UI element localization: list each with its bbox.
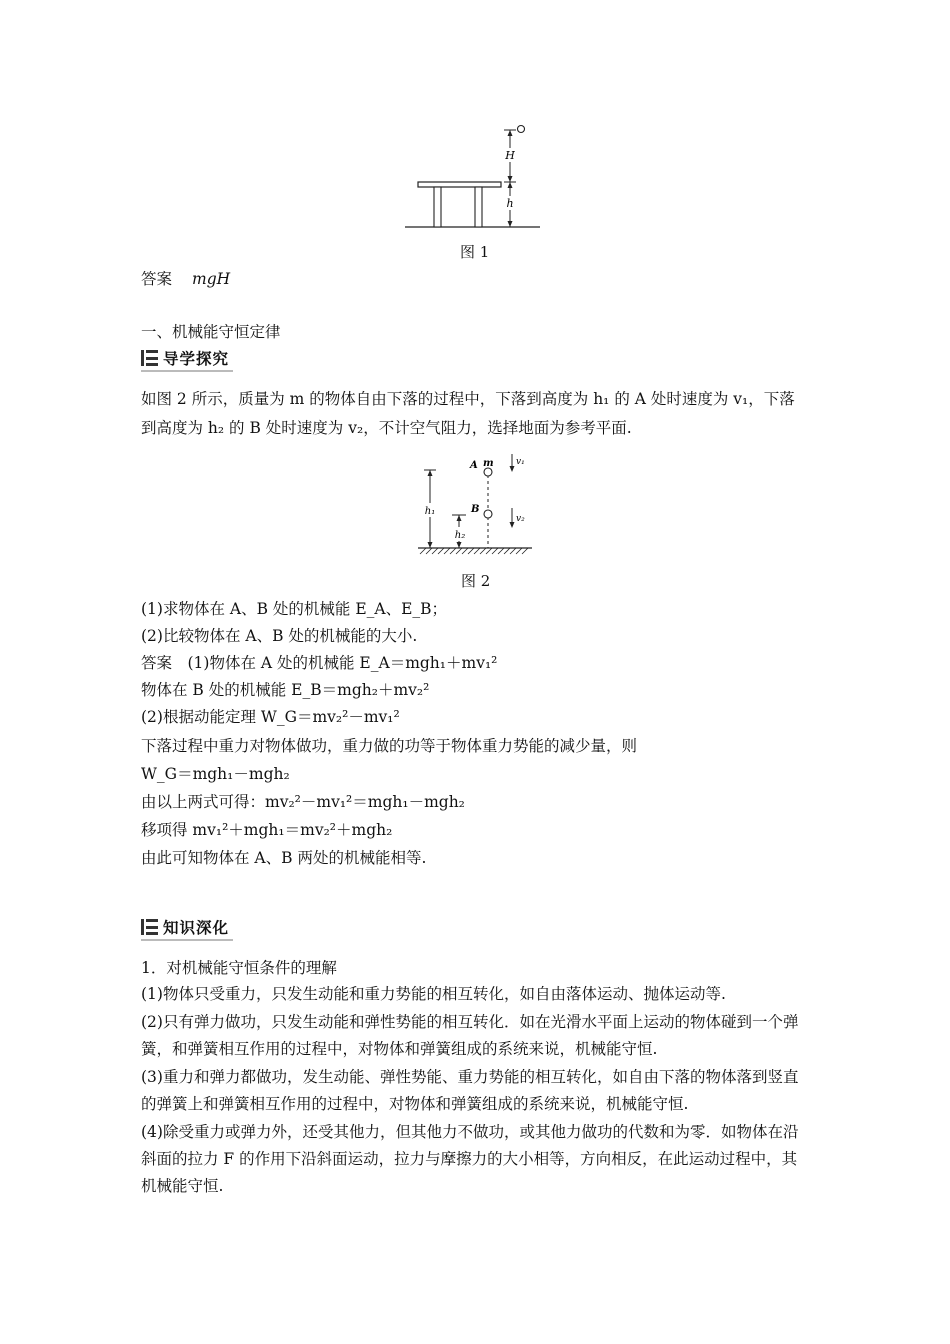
knowledge-paragraph-3: (3)重力和弹力都做功，发生动能、弹性势能、重力势能的相互转化，如自由下落的物体落到竖直的弹簧上和弹簧相互作用的过程中，对物体和弹簧组成的系统来说，机械能守恒.	[141, 1068, 799, 1113]
solution-line-7: 移项得 mv₁²＋mgh₁＝mv₂²＋mgh₂	[141, 821, 393, 839]
solution-line-4: 下落过程中重力对物体做功，重力做的功等于物体重力势能的减少量，则	[141, 737, 638, 755]
figure-2-label-v1: v₁	[516, 457, 525, 467]
knowledge-heading-text: 知识深化	[163, 919, 230, 937]
knowledge-item-title: 1．对机械能守恒条件的理解	[141, 959, 337, 977]
knowledge-heading	[141, 916, 229, 938]
solution-line-8: 由此可知物体在 A、B 两处的机械能相等.	[141, 849, 427, 867]
heading-underline	[141, 939, 233, 941]
heading-underline	[141, 370, 233, 372]
section-icon	[141, 350, 158, 366]
intro-line-2: 到高度为 h₂ 的 B 处时速度为 v₂，不计空气阻力，选择地面为参考平面.	[141, 419, 632, 437]
knowledge-paragraph-2: (2)只有弹力做功，只发生动能和弹性势能的相互转化．如在光滑水平面上运动的物体碰到一个弹簧，和弹簧相互作用的过程中，对物体和弹簧组成的系统来说，机械能守恒.	[141, 1013, 799, 1058]
solution-line-3: (2)根据动能定理 W_G＝mv₂²－mv₁²	[141, 708, 400, 726]
solution-line-2: 物体在 B 处的机械能 E_B＝mgh₂＋mv₂²	[141, 681, 430, 699]
figure-2-label-B: B	[471, 504, 480, 515]
figure-2-label-h1: h₁	[424, 506, 436, 517]
answer-1-value: mgH	[192, 270, 231, 288]
solution-line-1: 答案 (1)物体在 A 处的机械能 E_A＝mgh₁＋mv₁²	[141, 654, 498, 672]
section-icon	[141, 919, 158, 935]
figure-2-label-v2: v₂	[516, 514, 525, 524]
guide-heading	[141, 347, 229, 369]
figure-2-label-h2: h₂	[454, 530, 466, 541]
answer-1-label: 答案	[141, 270, 173, 288]
knowledge-paragraph-4: (4)除受重力或弹力外，还受其他力，但其他力不做功，或其他力做功的代数和为零．如物体在沿斜面的拉力 F 的作用下沿斜面运动，拉力与摩擦力的大小相等，方向相反，在此运动过程中，其机械能守恒.	[141, 1123, 799, 1195]
figure-1-label-H: H	[505, 149, 515, 162]
answer-1	[141, 269, 230, 289]
figure-1-label-h: h	[506, 197, 514, 210]
figure-2-label-m: m	[483, 458, 494, 469]
section-title: 一、机械能守恒定律	[141, 323, 281, 341]
solution-line-6: 由以上两式可得：mv₂²－mv₁²＝mgh₁－mgh₂	[141, 793, 465, 811]
figure-2-diagram	[410, 450, 540, 560]
question-2: (2)比较物体在 A、B 处的机械能的大小.	[141, 627, 418, 645]
intro-line-1: 如图 2 所示，质量为 m 的物体自由下落的过程中，下落到高度为 h₁ 的 A 处时速度为 v₁，下落	[141, 390, 795, 408]
knowledge-paragraph-1: (1)物体只受重力，只发生动能和重力势能的相互转化，如自由落体运动、抛体运动等.	[141, 985, 726, 1003]
figure-1-diagram	[400, 120, 550, 235]
guide-heading-text: 导学探究	[163, 350, 230, 368]
figure-2-caption: 图 2	[461, 572, 491, 590]
question-1: (1)求物体在 A、B 处的机械能 E_A、E_B；	[141, 600, 448, 618]
figure-1-caption: 图 1	[460, 243, 490, 261]
solution-line-5: W_G＝mgh₁－mgh₂	[141, 765, 290, 783]
figure-2-label-A: A	[470, 460, 478, 471]
